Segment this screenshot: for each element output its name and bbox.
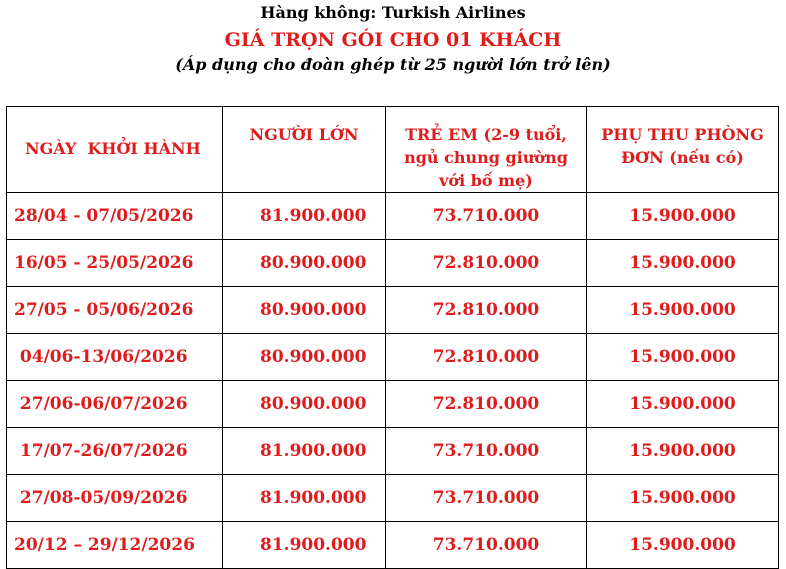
child-price-cell: 73.710.000 <box>386 193 587 240</box>
table-row <box>7 381 779 428</box>
child-price-cell: 73.710.000 <box>386 475 587 522</box>
departure-date-cell: 27/08-05/09/2026 <box>7 475 223 522</box>
departure-date-cell: 28/04 - 07/05/2026 <box>7 193 223 240</box>
column-header-child <box>386 107 587 193</box>
adult-price-cell: 81.900.000 <box>223 522 386 569</box>
group-condition-note: (Áp dụng cho đoàn ghép từ 25 người lớn trở lên) <box>175 55 611 74</box>
table-row <box>7 193 779 240</box>
adult-price-cell: 81.900.000 <box>223 428 386 475</box>
child-price-cell: 72.810.000 <box>386 381 587 428</box>
adult-price-cell: 80.900.000 <box>223 334 386 381</box>
single-supplement-cell: 15.900.000 <box>587 428 779 475</box>
table-row <box>7 522 779 569</box>
departure-date-cell: 27/05 - 05/06/2026 <box>7 287 223 334</box>
single-supplement-cell: 15.900.000 <box>587 334 779 381</box>
child-price-cell: 72.810.000 <box>386 287 587 334</box>
column-header-adult-label: NGƯỜI LỚN <box>249 125 359 144</box>
table-header-row <box>7 107 779 193</box>
column-header-child-line3: với bố mẹ) <box>439 171 533 190</box>
column-header-adult <box>223 107 386 193</box>
single-supplement-cell: 15.900.000 <box>587 287 779 334</box>
departure-date-cell: 04/06-13/06/2026 <box>7 334 223 381</box>
child-price-cell: 73.710.000 <box>386 428 587 475</box>
child-price-cell: 72.810.000 <box>386 334 587 381</box>
column-header-date-label: NGÀY KHỞI HÀNH <box>25 139 201 158</box>
table-row <box>7 287 779 334</box>
single-supplement-cell: 15.900.000 <box>587 193 779 240</box>
column-header-child-line1: TRẺ EM (2-9 tuổi, <box>405 125 567 144</box>
package-price-title: GIÁ TRỌN GÓI CHO 01 KHÁCH <box>224 29 562 51</box>
table-row <box>7 240 779 287</box>
departure-date-cell: 17/07-26/07/2026 <box>7 428 223 475</box>
table-row <box>7 475 779 522</box>
child-price-cell: 72.810.000 <box>386 240 587 287</box>
column-header-single-line1: PHỤ THU PHÒNG <box>601 125 764 144</box>
single-supplement-cell: 15.900.000 <box>587 475 779 522</box>
adult-price-cell: 80.900.000 <box>223 381 386 428</box>
adult-price-cell: 80.900.000 <box>223 240 386 287</box>
departure-date-cell: 20/12 – 29/12/2026 <box>7 522 223 569</box>
single-supplement-cell: 15.900.000 <box>587 381 779 428</box>
column-header-child-line2: ngủ chung giường <box>404 148 568 167</box>
price-table <box>6 106 779 569</box>
table-row <box>7 334 779 381</box>
departure-date-cell: 16/05 - 25/05/2026 <box>7 240 223 287</box>
column-header-single-supplement <box>587 107 779 193</box>
table-row <box>7 428 779 475</box>
column-header-single-line2: ĐƠN (nếu có) <box>621 148 744 167</box>
departure-date-cell: 27/06-06/07/2026 <box>7 381 223 428</box>
single-supplement-cell: 15.900.000 <box>587 522 779 569</box>
adult-price-cell: 81.900.000 <box>223 475 386 522</box>
column-header-departure-date <box>7 107 223 193</box>
single-supplement-cell: 15.900.000 <box>587 240 779 287</box>
airline-heading: Hàng không: Turkish Airlines <box>260 3 526 22</box>
adult-price-cell: 81.900.000 <box>223 193 386 240</box>
adult-price-cell: 80.900.000 <box>223 287 386 334</box>
child-price-cell: 73.710.000 <box>386 522 587 569</box>
